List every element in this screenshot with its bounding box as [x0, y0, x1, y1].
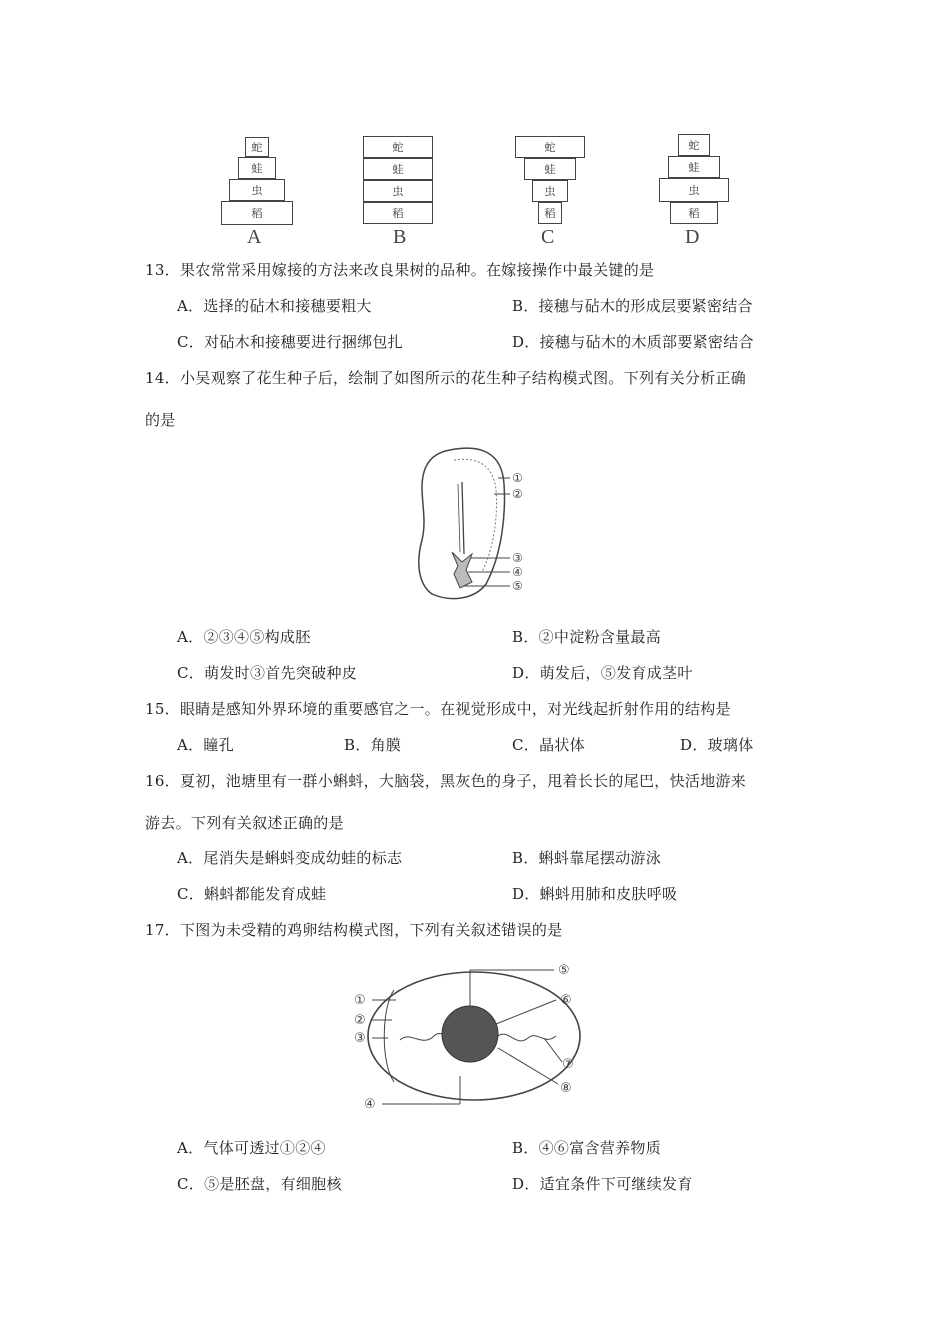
egg-label-2: ② [354, 1013, 366, 1028]
question-14-option-d: D．萌发后，⑤发育成茎叶 [512, 664, 693, 682]
question-15-option-c: C．晶状体 [512, 736, 585, 754]
egg-label-5: ⑤ [558, 963, 570, 978]
egg-label-1: ① [354, 993, 366, 1008]
question-15-stem: 15．眼睛是感知外界环境的重要感官之一。在视觉形成中，对光线起折射作用的结构是 [145, 700, 731, 718]
pyramid-a-label: A [247, 226, 262, 248]
question-15-option-a: A．瞳孔 [177, 736, 235, 754]
pyramid-b-label: B [393, 226, 407, 248]
peanut-seed-diagram [410, 444, 540, 604]
pyramid-b-level-rice: 稻 [363, 202, 433, 224]
pyramid-c-level-snake: 蛇 [515, 136, 585, 158]
question-16-stem-line2: 游去。下列有关叙述正确的是 [145, 814, 344, 832]
egg-label-7: ⑦ [562, 1057, 574, 1072]
question-14-option-c: C．萌发时③首先突破种皮 [177, 664, 358, 682]
pyramid-c-level-frog: 蛙 [524, 158, 576, 180]
pyramid-c-label: C [541, 226, 555, 248]
pyramid-c-level-rice: 稻 [538, 202, 562, 224]
egg-label-8: ⑧ [560, 1081, 572, 1096]
egg-structure-diagram [330, 958, 590, 1120]
question-16-stem-line1: 16．夏初，池塘里有一群小蝌蚪，大脑袋，黑灰色的身子，甩着长长的尾巴，快活地游来 [145, 772, 747, 790]
question-14-stem-line2: 的是 [145, 411, 176, 429]
egg-label-6: ⑥ [560, 993, 572, 1008]
question-17-stem: 17．下图为未受精的鸡卵结构模式图，下列有关叙述错误的是 [145, 921, 563, 939]
question-13-stem: 13．果农常常采用嫁接的方法来改良果树的品种。在嫁接操作中最关键的是 [145, 261, 655, 279]
question-15-option-b: B．角膜 [344, 736, 402, 754]
pyramid-a-level-rice: 稻 [221, 201, 293, 225]
question-13-option-d: D．接穗与砧木的木质部要紧密结合 [512, 333, 754, 351]
seed-label-3: ③ [512, 551, 523, 565]
question-16-option-d: D．蝌蚪用肺和皮肤呼吸 [512, 885, 678, 903]
pyramid-d-level-frog: 蛙 [668, 156, 720, 178]
seed-label-1: ① [512, 471, 523, 485]
question-14-stem-line1: 14．小吴观察了花生种子后，绘制了如图所示的花生种子结构模式图。下列有关分析正确 [145, 369, 747, 387]
question-17-option-a: A．气体可透过①②④ [177, 1139, 326, 1157]
question-17-option-d: D．适宜条件下可继续发育 [512, 1175, 693, 1193]
pyramid-b-level-insect: 虫 [363, 180, 433, 202]
pyramid-d-level-insect: 虫 [659, 178, 729, 202]
question-16-option-b: B．蝌蚪靠尾摆动游泳 [512, 849, 662, 867]
question-16-option-a: A．尾消失是蝌蚪变成幼蛙的标志 [177, 849, 403, 867]
pyramid-d-level-snake: 蛇 [678, 134, 710, 156]
question-15-option-d: D．玻璃体 [680, 736, 754, 754]
egg-label-4: ④ [364, 1097, 376, 1112]
pyramid-c-level-insect: 虫 [532, 180, 568, 202]
seed-label-2: ② [512, 487, 523, 501]
question-16-option-c: C．蝌蚪都能发育成蛙 [177, 885, 327, 903]
question-17-option-c: C．⑤是胚盘，有细胞核 [177, 1175, 342, 1193]
question-14-option-b: B．②中淀粉含量最高 [512, 628, 662, 646]
pyramid-b-level-snake: 蛇 [363, 136, 433, 158]
seed-label-4: ④ [512, 565, 523, 579]
question-13-option-c: C．对砧木和接穗要进行捆绑包扎 [177, 333, 403, 351]
question-17-option-b: B．④⑥富含营养物质 [512, 1139, 662, 1157]
question-14-option-a: A．②③④⑤构成胚 [177, 628, 311, 646]
egg-label-3: ③ [354, 1031, 366, 1046]
question-13-option-a: A．选择的砧木和接穗要粗大 [177, 297, 372, 315]
pyramid-a-level-insect: 虫 [229, 179, 285, 201]
pyramid-d-level-rice: 稻 [670, 202, 718, 224]
seed-label-5: ⑤ [512, 579, 523, 593]
pyramid-a-level-snake: 蛇 [245, 137, 269, 157]
pyramid-d-label: D [685, 226, 700, 248]
pyramid-a-level-frog: 蛙 [238, 157, 276, 179]
question-13-option-b: B．接穗与砧木的形成层要紧密结合 [512, 297, 753, 315]
pyramid-b-level-frog: 蛙 [363, 158, 433, 180]
